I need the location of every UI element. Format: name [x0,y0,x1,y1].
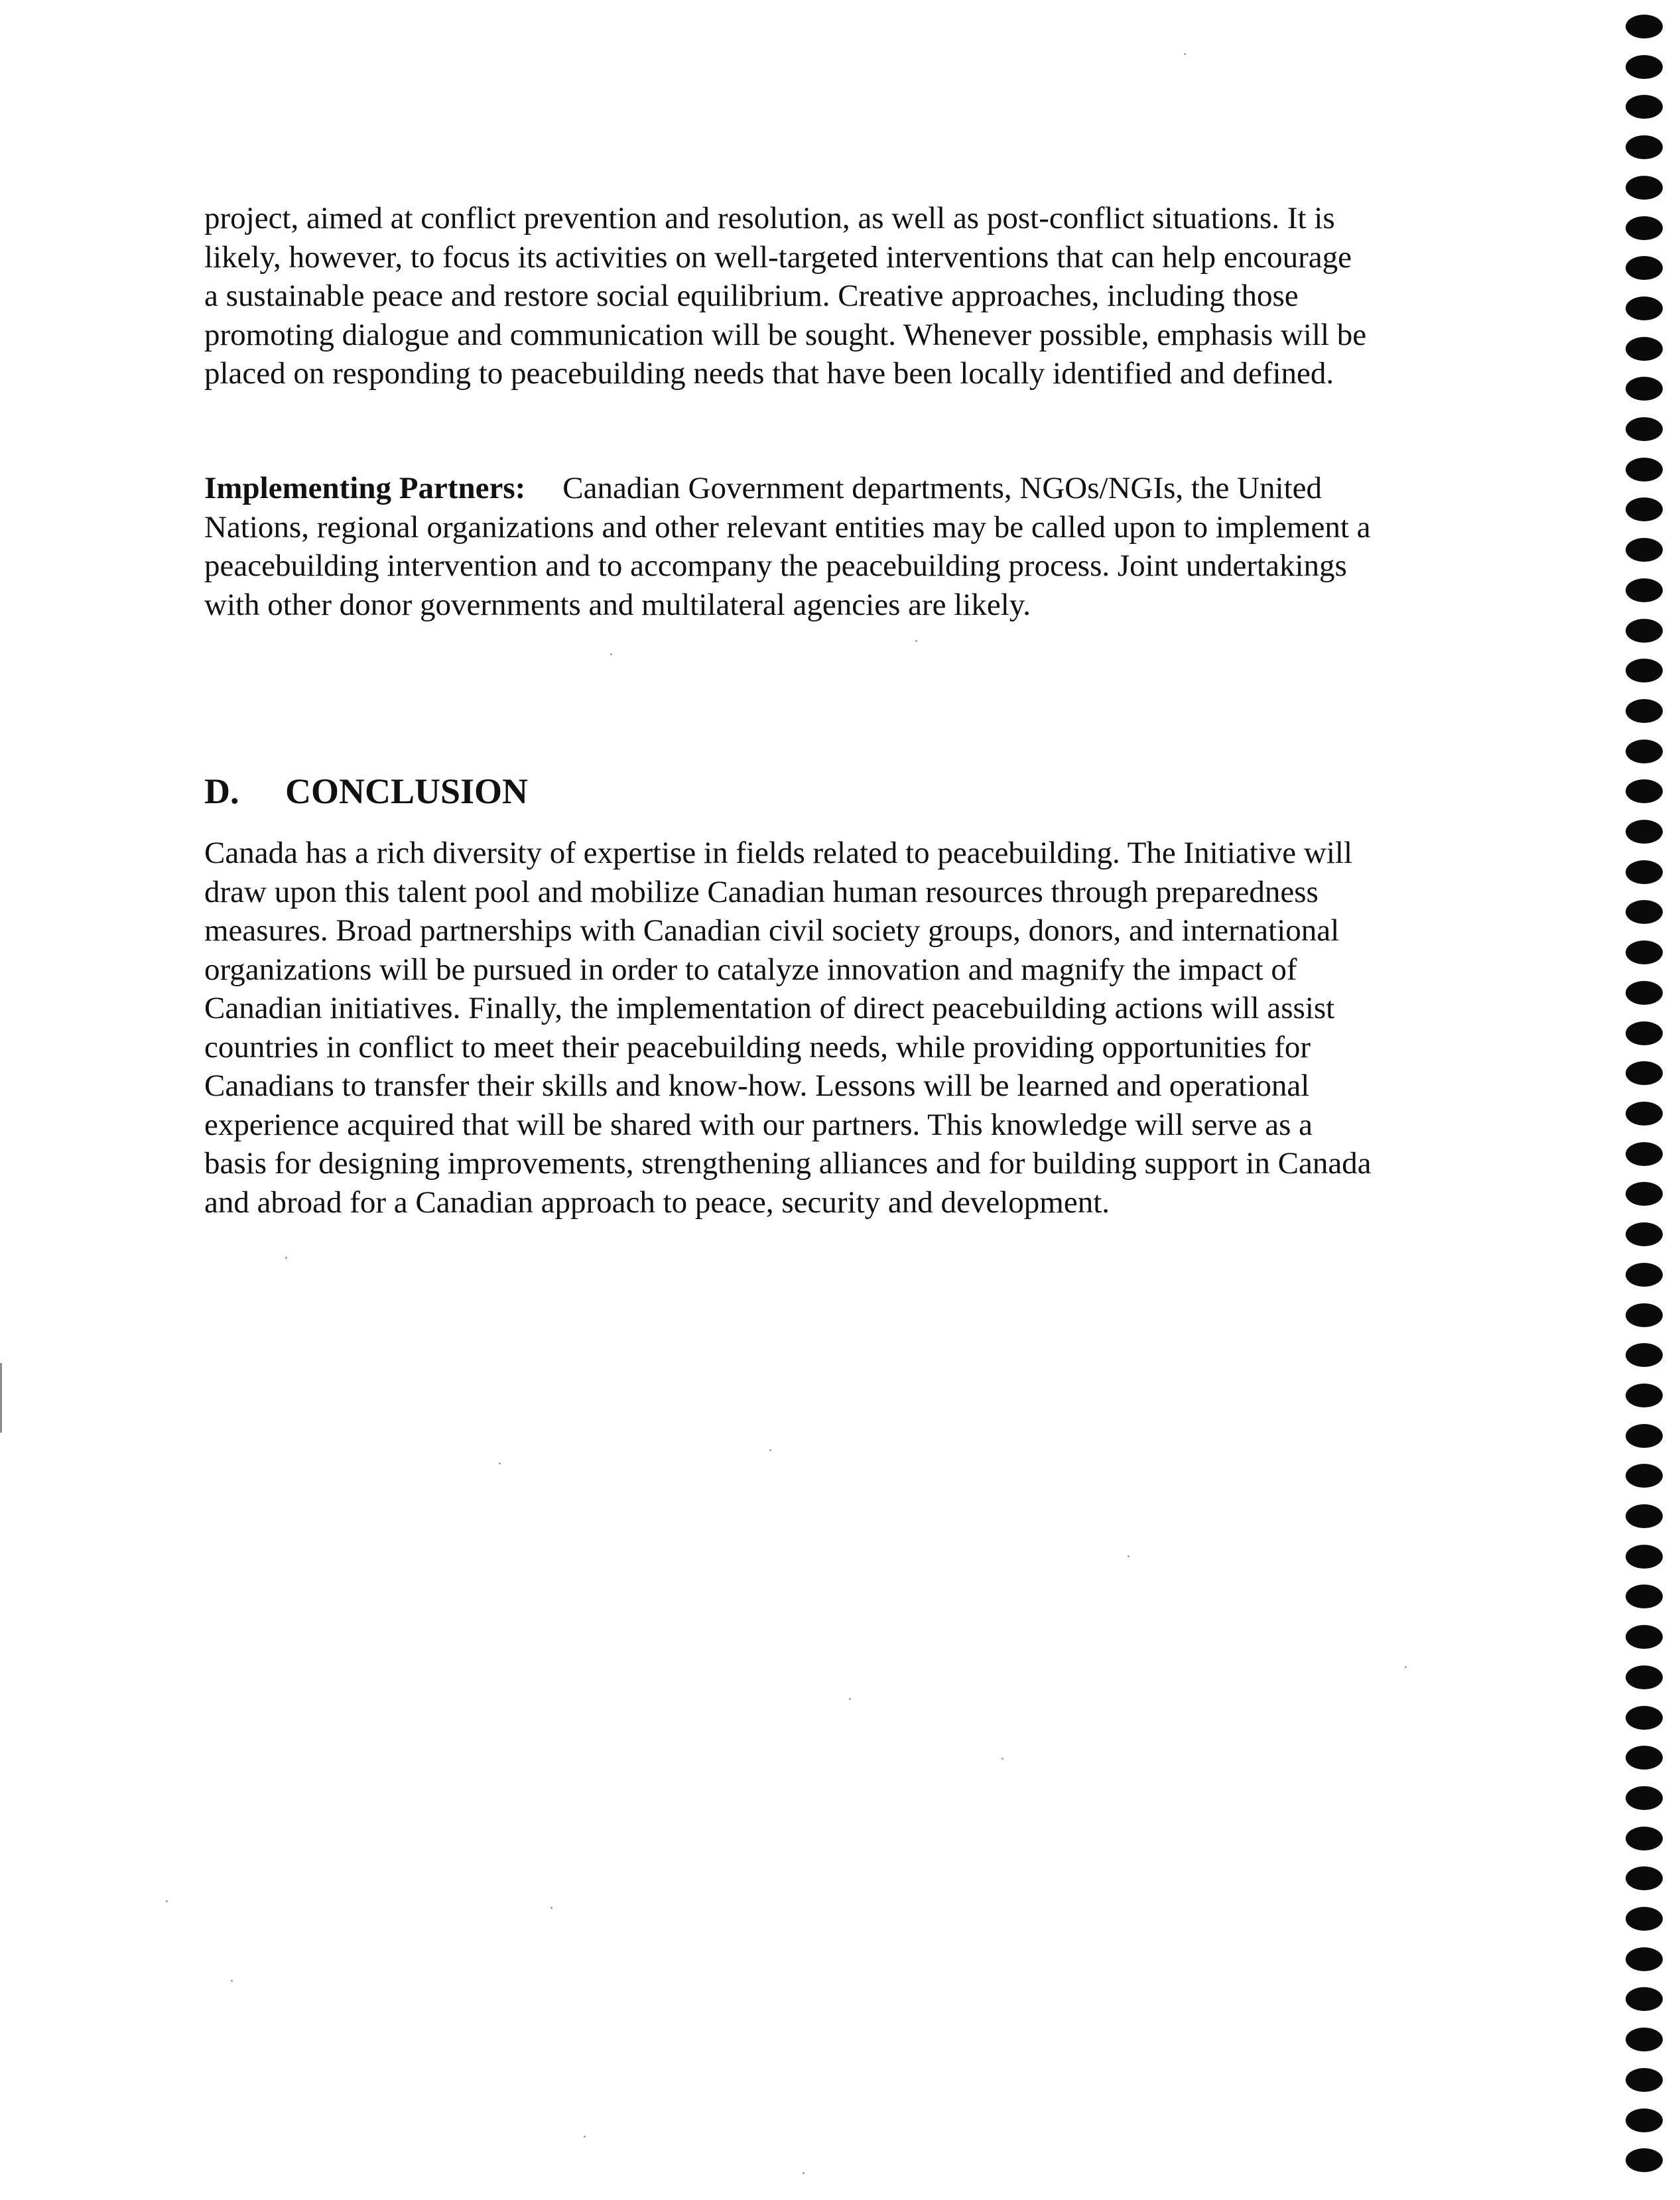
conclusion-line-5: Canadian initiatives. Finally, the implementation of direct peacebuilding actions will assist [204,991,1335,1025]
scan-speck [849,1698,851,1700]
scan-speck [769,1449,771,1451]
binding-hole [1626,900,1663,924]
binding-hole [1626,377,1663,401]
binding-hole [1626,55,1663,79]
spiral-binding [1620,0,1680,2200]
intro-line-5: placed on responding to peacebuilding needs that have been locally identified and defined. [204,356,1334,391]
conclusion-line-3: measures. Broad partnerships with Canadian civil society groups, donors, and international [204,913,1340,948]
scan-speck [1002,1758,1003,1760]
scan-speck [584,2136,586,2138]
scan-speck [1405,1666,1407,1668]
binding-hole [1626,176,1663,200]
binding-hole [1626,458,1663,482]
binding-hole [1626,1706,1663,1730]
binding-hole [1626,256,1663,280]
partners-line-3: peacebuilding intervention and to accompany the peacebuilding process. Joint undertakings [204,549,1347,583]
binding-hole [1626,619,1663,643]
binding-hole [1626,135,1663,159]
intro-line-2: likely, however, to focus its activities on well-targeted interventions that can help encourage [204,239,1352,275]
binding-hole [1626,940,1663,964]
binding-hole [1626,1222,1663,1246]
binding-hole [1626,1585,1663,1608]
binding-hole [1626,1061,1663,1085]
binding-hole [1626,1021,1663,1045]
binding-hole [1626,1907,1663,1931]
binding-hole [1626,2108,1663,2132]
conclusion-line-2: draw upon this talent pool and mobilize Canadian human resources through preparedness [204,874,1319,909]
binding-hole [1626,1182,1663,1206]
partners-line-1-text: Canadian Government departments, NGOs/NGIs, the United [562,471,1322,505]
binding-hole [1626,1343,1663,1367]
binding-hole [1626,860,1663,884]
binding-hole [1626,1102,1663,1126]
scan-speck [915,640,917,642]
conclusion-line-6: countries in conflict to meet their peacebuilding needs, while providing opportunities for [204,1029,1311,1065]
conclusion-line-10: and abroad for a Canadian approach to peace, security and development. [204,1185,1110,1220]
conclusion-line-9: basis for designing improvements, strengthening alliances and for building support in Canada [204,1146,1372,1181]
binding-hole [1626,1303,1663,1327]
intro-line-4: promoting dialogue and communication will be sought. Whenever possible, emphasis will be [204,317,1367,352]
scan-speck [499,1462,501,1464]
intro-paragraph [204,199,1518,393]
intro-line-1: project, aimed at conflict prevention and resolution, as well as post-conflict situations. It is [204,201,1335,235]
binding-hole [1626,1947,1663,1971]
section-letter: D. [204,771,239,811]
binding-hole [1626,216,1663,240]
scan-speck [166,1900,168,1902]
binding-hole [1626,1786,1663,1810]
implementing-partners-paragraph [204,469,1518,624]
binding-hole [1626,1504,1663,1528]
binding-hole [1626,1827,1663,1850]
intro-line-3: a sustainable peace and restore social equilibrium. Creative approaches, including those [204,279,1299,313]
binding-hole [1626,1625,1663,1649]
section-title: CONCLUSION [285,771,529,811]
binding-hole [1626,1464,1663,1488]
conclusion-line-8: experience acquired that will be shared with our partners. This knowledge will serve as a [204,1107,1313,1142]
binding-hole [1626,779,1663,803]
binding-hole [1626,578,1663,602]
partners-line-2: Nations, regional organizations and other relevant entities may be called upon to implement a [204,509,1371,545]
binding-hole [1626,2028,1663,2051]
binding-hole [1626,1987,1663,2011]
binding-hole [1626,95,1663,119]
binding-hole [1626,2148,1663,2172]
binding-hole [1626,1866,1663,1890]
scan-speck [1184,53,1186,55]
scan-speck [231,1980,233,1982]
binding-hole [1626,417,1663,441]
partners-line-4: with other donor governments and multilateral agencies are likely. [204,587,1031,622]
binding-hole [1626,740,1663,763]
binding-hole [1626,497,1663,521]
binding-hole [1626,296,1663,320]
binding-hole [1626,1424,1663,1448]
scan-speck [803,2172,805,2174]
binding-hole [1626,337,1663,361]
binding-hole [1626,1545,1663,1569]
binding-hole [1626,1746,1663,1770]
implementing-partners-label: Implementing Partners: [204,471,526,505]
binding-hole [1626,2068,1663,2092]
scan-margin-mark [0,1363,2,1433]
binding-hole [1626,699,1663,723]
binding-hole [1626,1263,1663,1287]
binding-hole [1626,1384,1663,1407]
binding-hole [1626,15,1663,38]
scan-speck [285,1257,287,1259]
binding-hole [1626,1142,1663,1166]
conclusion-paragraph [204,834,1518,1222]
conclusion-line-4: organizations will be pursued in order to catalyze innovation and magnify the impact of [204,952,1297,987]
section-heading [204,769,528,813]
scan-speck [610,653,612,655]
binding-hole [1626,820,1663,844]
binding-hole [1626,659,1663,682]
scan-speck [1128,1555,1130,1557]
binding-hole [1626,1665,1663,1689]
partners-line-1 [204,469,1518,508]
conclusion-line-7: Canadians to transfer their skills and know-how. Lessons will be learned and operational [204,1068,1310,1103]
conclusion-line-1: Canada has a rich diversity of expertise in fields related to peacebuilding. The Initiative will [204,836,1353,870]
binding-hole [1626,538,1663,562]
scan-speck [550,1907,552,1909]
binding-hole [1626,981,1663,1005]
